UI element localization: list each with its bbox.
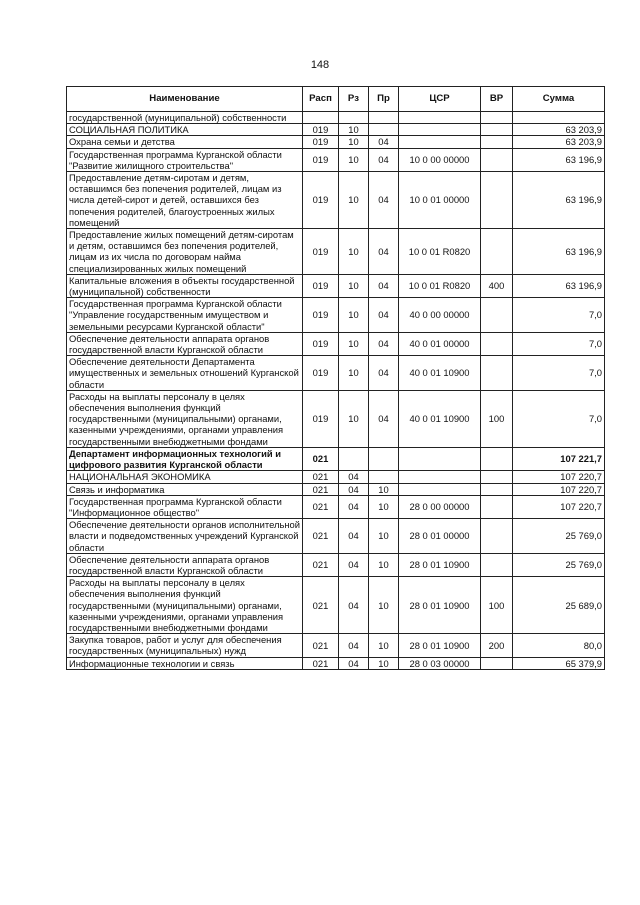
cell-pr: 04 [369,298,399,333]
cell-rasp: 021 [303,634,339,657]
budget-table [66,86,605,670]
cell-name: Департамент информационных технологий и цифрового развития Курганской области [67,447,303,470]
cell-sum: 107 221,7 [513,447,605,470]
cell-vr: 400 [481,274,513,297]
cell-name: Обеспечение деятельности Департамента имущественных и земельных отношений Курганской области [67,356,303,391]
cell-rasp [303,112,339,124]
cell-pr: 04 [369,356,399,391]
cell-name: Охрана семьи и детства [67,136,303,148]
table-row [67,553,605,576]
cell-name: Обеспечение деятельности аппарата органов государственной власти Курганской области [67,332,303,355]
table-row [67,172,605,229]
cell-sum: 63 196,9 [513,148,605,171]
cell-rz: 04 [339,495,369,518]
cell-name: Связь и информатика [67,483,303,495]
header-name: Наименование [67,87,303,112]
cell-csr: 10 0 01 R0820 [399,274,481,297]
table-row [67,495,605,518]
cell-rz [339,112,369,124]
cell-csr: 28 0 01 10900 [399,553,481,576]
cell-vr: 200 [481,634,513,657]
cell-vr [481,148,513,171]
cell-vr [481,657,513,669]
cell-vr [481,553,513,576]
cell-sum: 63 203,9 [513,136,605,148]
cell-rz: 10 [339,274,369,297]
cell-csr [399,471,481,483]
cell-pr: 10 [369,519,399,554]
cell-pr: 10 [369,495,399,518]
cell-vr [481,471,513,483]
cell-rz: 10 [339,124,369,136]
cell-csr: 28 0 01 10900 [399,634,481,657]
cell-csr: 28 0 00 00000 [399,495,481,518]
cell-vr [481,136,513,148]
cell-rz: 04 [339,553,369,576]
cell-rz: 10 [339,332,369,355]
header-rasp: Расп [303,87,339,112]
cell-pr: 10 [369,634,399,657]
cell-name: Государственная программа Курганской области "Развитие жилищного строительства" [67,148,303,171]
cell-pr: 04 [369,229,399,275]
cell-rz: 10 [339,298,369,333]
cell-rasp: 019 [303,148,339,171]
table-row [67,298,605,333]
cell-name: Расходы на выплаты персоналу в целях обеспечения выполнения функций государственными (муниципальными) органами, казенными учреждениями, органами управления государственными внебюджетными фондами [67,390,303,447]
table-row [67,634,605,657]
cell-rasp: 019 [303,356,339,391]
cell-rz: 04 [339,634,369,657]
cell-pr: 10 [369,483,399,495]
cell-vr [481,112,513,124]
cell-vr: 100 [481,577,513,634]
table-row [67,519,605,554]
cell-rasp: 019 [303,298,339,333]
cell-vr [481,519,513,554]
cell-sum [513,112,605,124]
table-row [67,148,605,171]
cell-name: Закупка товаров, работ и услуг для обеспечения государственных (муниципальных) нужд [67,634,303,657]
cell-sum: 7,0 [513,332,605,355]
cell-name: Капитальные вложения в объекты государственной (муниципальной) собственности [67,274,303,297]
cell-name: НАЦИОНАЛЬНАЯ ЭКОНОМИКА [67,471,303,483]
cell-rz: 10 [339,390,369,447]
cell-sum: 25 689,0 [513,577,605,634]
cell-rz: 04 [339,471,369,483]
cell-rz: 10 [339,229,369,275]
table-row [67,447,605,470]
cell-vr [481,124,513,136]
cell-csr: 40 0 01 10900 [399,356,481,391]
cell-rz: 04 [339,483,369,495]
cell-rasp: 019 [303,136,339,148]
table-row [67,483,605,495]
cell-sum: 63 196,9 [513,172,605,229]
cell-rz: 10 [339,148,369,171]
cell-pr: 04 [369,148,399,171]
cell-rasp: 019 [303,229,339,275]
cell-csr: 28 0 01 00000 [399,519,481,554]
cell-rasp: 021 [303,495,339,518]
cell-rasp: 021 [303,553,339,576]
cell-rz: 04 [339,519,369,554]
page-number: 148 [310,59,330,71]
cell-name: Обеспечение деятельности органов исполнительной власти и подведомственных учреждений Курганской области [67,519,303,554]
table-row [67,577,605,634]
cell-pr [369,447,399,470]
cell-sum: 63 196,9 [513,229,605,275]
cell-vr [481,298,513,333]
cell-vr [481,495,513,518]
cell-sum: 65 379,9 [513,657,605,669]
table-row [67,390,605,447]
cell-csr: 28 0 01 10900 [399,577,481,634]
cell-name: Предоставление детям-сиротам и детям, оставшимся без попечения родителей, лицам из числа детей-сирот и детей, оставшихся без попечения родителей, благоустроенных жилых помещений [67,172,303,229]
cell-rasp: 019 [303,274,339,297]
cell-pr: 04 [369,172,399,229]
cell-csr: 40 0 01 10900 [399,390,481,447]
cell-csr [399,447,481,470]
header-csr: ЦСР [399,87,481,112]
table-body [67,112,605,670]
table-row [67,136,605,148]
table-row [67,274,605,297]
cell-pr: 04 [369,390,399,447]
cell-pr [369,124,399,136]
cell-csr: 40 0 00 00000 [399,298,481,333]
cell-vr [481,447,513,470]
cell-sum: 25 769,0 [513,553,605,576]
cell-name: Государственная программа Курганской области "Управление государственным имуществом и земельными ресурсами Курганской области" [67,298,303,333]
cell-sum: 107 220,7 [513,471,605,483]
cell-vr [481,483,513,495]
cell-csr: 10 0 01 R0820 [399,229,481,275]
cell-csr [399,136,481,148]
table-row [67,229,605,275]
cell-name: Государственная программа Курганской области "Информационное общество" [67,495,303,518]
cell-rasp: 021 [303,471,339,483]
cell-sum: 107 220,7 [513,483,605,495]
cell-rasp: 021 [303,483,339,495]
header-pr: Пр [369,87,399,112]
cell-name: Расходы на выплаты персоналу в целях обеспечения выполнения функций государственными (муниципальными) органами, казенными учреждениями, органами управления государственными внебюджетными фондами [67,577,303,634]
header-row [67,87,605,112]
cell-csr [399,112,481,124]
table-row [67,332,605,355]
cell-rz: 04 [339,577,369,634]
cell-csr: 10 0 01 00000 [399,172,481,229]
cell-pr: 10 [369,657,399,669]
header-sum: Сумма [513,87,605,112]
cell-pr: 10 [369,577,399,634]
cell-name: Обеспечение деятельности аппарата органов государственной власти Курганской области [67,553,303,576]
cell-csr: 28 0 03 00000 [399,657,481,669]
cell-pr [369,471,399,483]
cell-csr [399,124,481,136]
cell-rasp: 019 [303,332,339,355]
cell-rz: 10 [339,136,369,148]
cell-sum: 63 196,9 [513,274,605,297]
cell-vr: 100 [481,390,513,447]
cell-pr: 04 [369,332,399,355]
cell-rasp: 021 [303,657,339,669]
cell-sum: 80,0 [513,634,605,657]
cell-rz [339,447,369,470]
cell-vr [481,356,513,391]
cell-rasp: 019 [303,124,339,136]
cell-csr: 40 0 01 00000 [399,332,481,355]
cell-pr: 10 [369,553,399,576]
cell-rasp: 019 [303,390,339,447]
table-row [67,112,605,124]
cell-name: Информационные технологии и связь [67,657,303,669]
cell-rz: 10 [339,356,369,391]
table-row [67,124,605,136]
cell-vr [481,229,513,275]
cell-csr: 10 0 00 00000 [399,148,481,171]
cell-sum: 7,0 [513,298,605,333]
table-row [67,356,605,391]
cell-vr [481,332,513,355]
cell-rz: 04 [339,657,369,669]
cell-sum: 7,0 [513,356,605,391]
cell-vr [481,172,513,229]
cell-sum: 107 220,7 [513,495,605,518]
header-vr: ВР [481,87,513,112]
table-row [67,471,605,483]
cell-pr [369,112,399,124]
header-rz: Рз [339,87,369,112]
cell-sum: 7,0 [513,390,605,447]
cell-rasp: 021 [303,447,339,470]
cell-pr: 04 [369,136,399,148]
cell-sum: 25 769,0 [513,519,605,554]
cell-name: СОЦИАЛЬНАЯ ПОЛИТИКА [67,124,303,136]
cell-rasp: 021 [303,577,339,634]
cell-pr: 04 [369,274,399,297]
cell-rz: 10 [339,172,369,229]
cell-name: государственной (муниципальной) собственности [67,112,303,124]
cell-name: Предоставление жилых помещений детям-сиротам и детям, оставшимся без попечения родителей, лицам из их числа по договорам найма специализированных жилых помещений [67,229,303,275]
table-row [67,657,605,669]
cell-rasp: 021 [303,519,339,554]
cell-rasp: 019 [303,172,339,229]
cell-sum: 63 203,9 [513,124,605,136]
cell-csr [399,483,481,495]
